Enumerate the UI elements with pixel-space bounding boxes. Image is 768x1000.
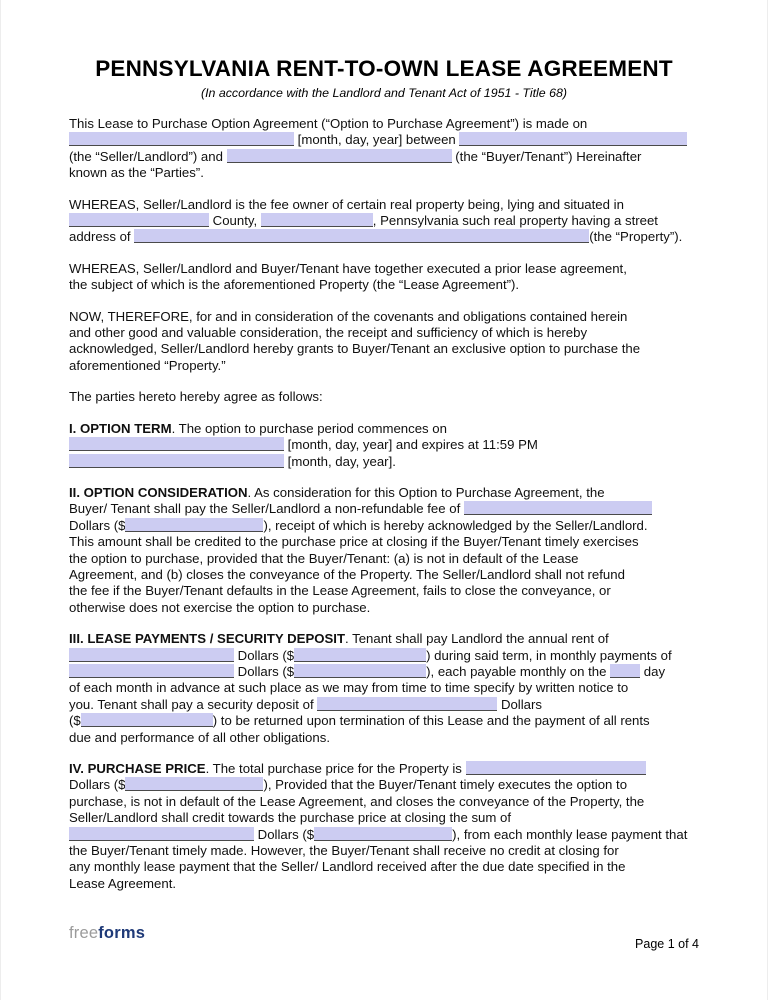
paragraph-text: Dollars	[497, 696, 542, 712]
payment-day-field[interactable]	[610, 664, 640, 678]
paragraph-text: purchase, is not in default of the Lease Agreement, and closes the conveyance of the Property, the	[69, 793, 645, 809]
paragraph-text: Seller/Landlord shall credit towards the purchase price at closing the sum of	[69, 810, 512, 826]
paragraph-text: Dollars ($	[234, 663, 295, 679]
paragraph-text: the fee if the Buyer/Tenant defaults in the Lease Agreement, fails to close the conveyance, or	[69, 583, 611, 599]
paragraph-text: of each month in advance at such place as we may from time to time specify by written notice to	[69, 680, 629, 696]
section-heading-text: III. LEASE PAYMENTS / SECURITY DEPOSIT	[69, 631, 346, 647]
section-lease-payments	[69, 631, 699, 746]
paragraph-text: . The total purchase price for the Property is	[205, 761, 466, 776]
agreement-date-field[interactable]	[69, 132, 294, 146]
paragraph-text: address of	[69, 229, 135, 245]
freeforms-logo	[69, 924, 145, 943]
paragraph-text: the option to purchase, provided that the Buyer/Tenant: (a) is not in default of the Lease	[69, 550, 579, 566]
seller-landlord-name-field[interactable]	[459, 132, 687, 146]
paragraph-text: ), Provided that the Buyer/Tenant timely executes the option to	[263, 777, 628, 793]
paragraph-text: ), from each monthly lease payment that	[452, 826, 688, 842]
paragraph-text: Agreement, and (b) closes the conveyance of the Property. The Seller/Landlord shall not refund	[69, 566, 625, 582]
paragraph-text: any monthly lease payment that the Seller/ Landlord received after the due date specified in the	[69, 859, 626, 875]
logo-text-forms: forms	[98, 924, 146, 942]
section-heading-text: I. OPTION TERM	[69, 420, 172, 436]
expiration-date-field[interactable]	[69, 454, 284, 468]
now-therefore-paragraph	[69, 309, 699, 375]
paragraph-text: [month, day, year] between	[294, 132, 460, 148]
paragraph-text: [month, day, year] and expires at 11:59 PM	[284, 437, 538, 453]
paragraph-text: NOW, THEREFORE, for and in consideration of the covenants and obligations contained herein	[69, 308, 628, 324]
county-field[interactable]	[69, 213, 209, 227]
paragraph-text: day	[640, 663, 666, 679]
section-heading-text: II. OPTION CONSIDERATION	[69, 484, 248, 500]
security-deposit-words-field[interactable]	[317, 697, 497, 711]
paragraph-text: the subject of which is the aforementioned Property (the “Lease Agreement”).	[69, 277, 520, 293]
paragraph-text: you. Tenant shall pay a security deposit of	[69, 696, 318, 712]
closing-credit-words-field[interactable]	[69, 827, 254, 841]
paragraph-text: Dollars ($	[254, 826, 315, 842]
whereas-lease-paragraph	[69, 261, 699, 294]
paragraph-text: Dollars ($	[234, 647, 295, 663]
paragraph-text: otherwise does not exercise the option to purchase.	[69, 599, 371, 615]
paragraph-text: This amount shall be credited to the purchase price at closing if the Buyer/Tenant timely exercises	[69, 534, 639, 550]
annual-rent-words-field[interactable]	[69, 648, 234, 662]
closing-credit-amount-field[interactable]	[314, 827, 452, 841]
paragraph-text: (the “Property”).	[589, 229, 683, 245]
buyer-tenant-name-field[interactable]	[227, 149, 452, 163]
page-number: Page 1 of 4	[635, 937, 699, 951]
section-purchase-price	[69, 761, 699, 892]
paragraph-text: (the “Seller/Landlord”) and	[69, 148, 227, 164]
paragraph-text: aforementioned “Property.”	[69, 357, 226, 373]
paragraph-text: Dollars ($	[69, 777, 126, 793]
annual-rent-amount-field[interactable]	[294, 648, 426, 662]
paragraph-text: [month, day, year].	[284, 453, 396, 469]
section-option-consideration	[69, 485, 699, 616]
paragraph-text: . As consideration for this Option to Purchase Agreement, the	[247, 484, 605, 500]
whereas-property-paragraph	[69, 197, 699, 246]
paragraph-text: ($	[69, 713, 81, 729]
paragraph-text: County,	[209, 213, 261, 229]
paragraph-text: . The option to purchase period commences on	[171, 420, 447, 436]
paragraph-text: ), each payable monthly on the	[426, 663, 611, 679]
option-fee-words-field[interactable]	[464, 501, 652, 515]
paragraph-text: WHEREAS, Seller/Landlord and Buyer/Tenant have together executed a prior lease agreement,	[69, 260, 627, 276]
document-title: PENNSYLVANIA RENT-TO-OWN LEASE AGREEMENT	[95, 56, 673, 81]
purchase-price-amount-field[interactable]	[125, 777, 263, 791]
paragraph-text: The parties hereto hereby agree as follows:	[69, 389, 323, 405]
paragraph-text: WHEREAS, Seller/Landlord is the fee owner of certain real property being, lying and situated in	[69, 196, 624, 212]
street-address-field[interactable]	[134, 229, 589, 243]
paragraph-text: Dollars ($	[69, 517, 126, 533]
paragraph-text: . Tenant shall pay Landlord the annual rent of	[345, 631, 609, 647]
option-fee-amount-field[interactable]	[125, 518, 263, 532]
section-heading-text: IV. PURCHASE PRICE	[69, 761, 206, 776]
commencement-date-field[interactable]	[69, 437, 284, 451]
paragraph-text: ) to be returned upon termination of this Lease and the payment of all rents	[212, 713, 650, 729]
paragraph-text: known as the “Parties”.	[69, 165, 204, 181]
monthly-payment-words-field[interactable]	[69, 664, 234, 678]
paragraph-text: ), receipt of which is hereby acknowledged by the Seller/Landlord.	[263, 517, 648, 533]
paragraph-text: This Lease to Purchase Option Agreement (“Option to Purchase Agreement”) is made on	[69, 116, 588, 131]
paragraph-text: acknowledged, Seller/Landlord hereby grants to Buyer/Tenant an exclusive option to purchase the	[69, 341, 641, 357]
logo-text-free: free	[69, 924, 99, 942]
paragraph-text: due and performance of all other obligations.	[69, 729, 330, 745]
monthly-payment-amount-field[interactable]	[294, 664, 426, 678]
paragraph-text: , Pennsylvania such real property having a street	[372, 213, 658, 229]
city-field[interactable]	[261, 213, 373, 227]
paragraph-text: the Buyer/Tenant timely made. However, the Buyer/Tenant shall receive no credit at closing for	[69, 843, 619, 859]
agree-paragraph	[69, 389, 699, 405]
paragraph-text: Lease Agreement.	[69, 875, 177, 891]
purchase-price-words-field[interactable]	[466, 761, 646, 775]
intro-paragraph	[69, 116, 699, 182]
paragraph-text: Buyer/ Tenant shall pay the Seller/Landlord a non-refundable fee of	[69, 501, 464, 517]
paragraph-text: and other good and valuable consideration, the receipt and sufficiency of which is hereby	[69, 325, 588, 341]
page-footer	[1, 924, 767, 951]
section-option-term	[69, 421, 699, 470]
paragraph-text: (the “Buyer/Tenant”) Hereinafter	[451, 148, 642, 164]
document-body	[1, 116, 767, 892]
paragraph-text: ) during said term, in monthly payments of	[426, 647, 672, 663]
security-deposit-amount-field[interactable]	[81, 713, 213, 727]
document-subtitle: (In accordance with the Landlord and Tenant Act of 1951 - Title 68)	[200, 86, 568, 100]
